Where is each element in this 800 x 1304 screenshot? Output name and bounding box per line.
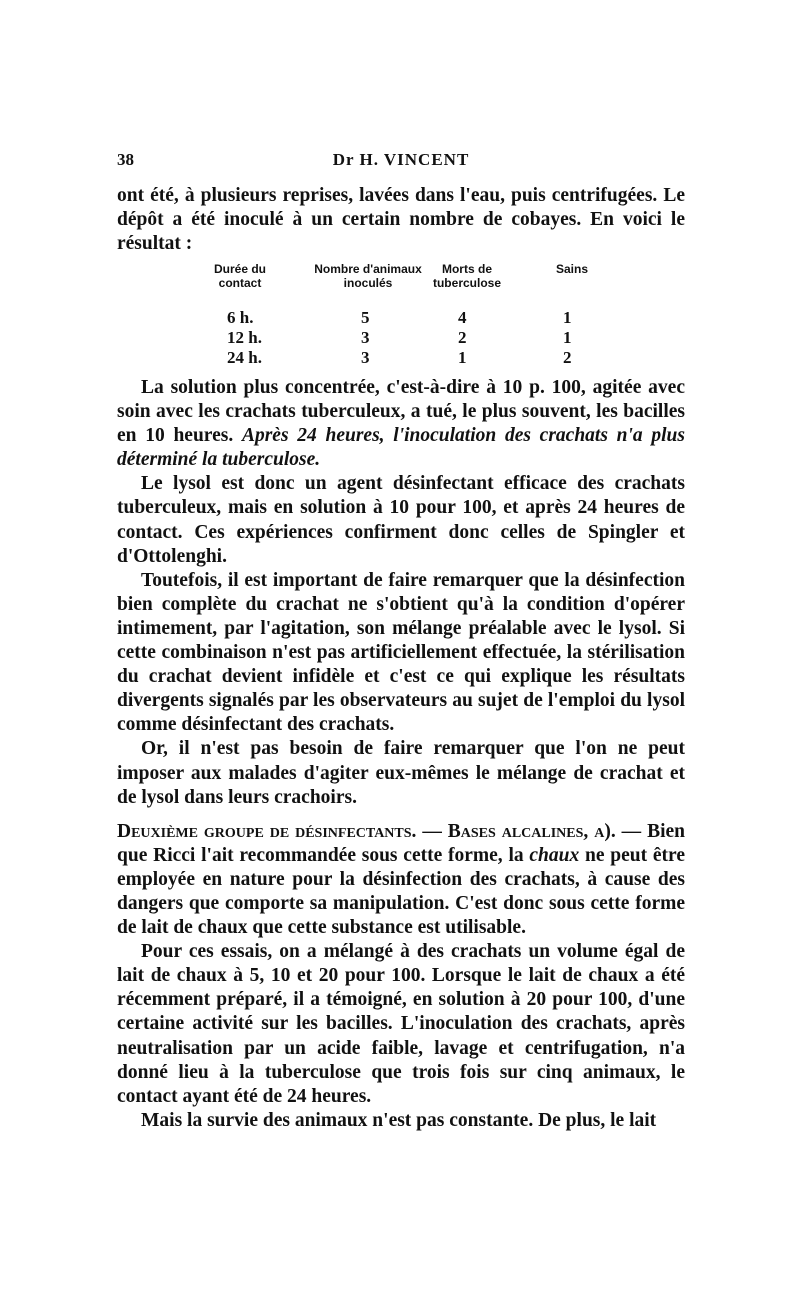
table-header-inoculated: Nombre d'animaux inoculés	[314, 262, 422, 290]
paragraph-1-text: La solution plus concentrée, c'est-à-dire à 10 p. 100, agitée avec soin avec les crachats tuberculeux, a tué, le plus souvent, les bacilles en 10 heures.	[117, 377, 685, 447]
table-cell: 1	[563, 308, 572, 327]
table-cell: 6 h.	[227, 308, 254, 327]
table-header-healthy: Sains	[555, 262, 588, 276]
table-cell: 12 h.	[227, 328, 262, 347]
paragraph-2: Le lysol est donc un agent désinfectant efficace des crachats tuberculeux, mais en solution à 10 pour 100, et après 24 heures de contact. Ces expériences confirment donc celles de Spingler et d'Ottolenghi.	[117, 473, 685, 567]
table-row	[117, 328, 685, 348]
paragraph-5-italic: chaux	[529, 844, 580, 866]
paragraph-5-text-b: ne peut être employée en nature pour la désinfection des crachats, à cause des dangers que comporte sa manipulation. C'est donc sous cette forme de lait de chaux que cette substance est utilisable.	[117, 844, 686, 939]
page-number: 38	[117, 150, 134, 169]
paragraph-1-italic: Après 24 heures, l'inoculation des crachats n'a plus déterminé la tuberculose.	[117, 425, 685, 471]
table-cell: 3	[361, 348, 370, 367]
running-title: Dr H. VINCENT	[332, 150, 470, 169]
table-cell: 2	[563, 348, 572, 367]
paragraph-7: Mais la survie des animaux n'est pas constante. De plus, le lait	[141, 1109, 657, 1131]
table-row	[117, 308, 685, 328]
table-row	[117, 348, 685, 368]
table-cell: 1	[563, 328, 572, 347]
table-cell: 3	[361, 328, 370, 347]
table-header-duration: Durée du contact	[213, 262, 266, 290]
intro-paragraph: ont été, à plusieurs reprises, lavées dans l'eau, puis centrifugées. Le dépôt a été inoculé à un certain nombre de cobayes. En voici le résultat :	[117, 185, 685, 255]
results-table	[117, 262, 685, 368]
table-cell: 5	[361, 308, 370, 327]
body-text	[117, 376, 685, 1133]
table-cell: 2	[458, 328, 467, 347]
section-heading: Deuxième groupe de désinfectants. — Bases alcalines, a). —	[117, 820, 642, 842]
paragraph-5	[117, 820, 685, 940]
paragraph-5-text-a: Bien que Ricci l'ait recommandée sous cette forme, la	[117, 820, 685, 866]
intro-paragraph-block	[117, 184, 685, 256]
section-gap	[117, 810, 685, 820]
paragraph-4: Or, il n'est pas besoin de faire remarquer que l'on ne peut imposer aux malades d'agiter eux-mêmes le mélange de crachat et de lysol dans leurs crachoirs.	[117, 738, 685, 808]
table-header-dead: Morts de tuberculose	[432, 262, 501, 290]
paragraph-3: Toutefois, il est important de faire remarquer que la désinfection bien complète du crachat ne s'obtient qu'à la condition d'opérer intimement, par l'agitation, son mélange préalable avec le lysol. Si cette combinaison n'est pas artificiellement effectuée, la stérilisation du crachat devient infidèle et c'est ce qui explique les résultats divergents signalés par les observateurs au sujet de l'emploi du lysol comme désinfectant des crachats.	[117, 569, 685, 736]
running-head	[117, 150, 685, 174]
table-cell: 4	[458, 308, 467, 327]
paragraph-1	[117, 376, 685, 472]
paragraph-6: Pour ces essais, on a mélangé à des crachats un volume égal de lait de chaux à 5, 10 et 20 pour 100. Lorsque le lait de chaux a été récemment préparé, il a témoigné, en solution à 20 pour 100, d'une certaine activité sur les bacilles. L'inoculation des crachats, après neutralisation par un acide faible, lavage et centrifugation, n'a donné lieu à la tuberculose que trois fois sur cinq animaux, le contact ayant été de 24 heures.	[117, 941, 685, 1107]
table-cell: 1	[458, 348, 467, 367]
table-cell: 24 h.	[227, 348, 262, 367]
